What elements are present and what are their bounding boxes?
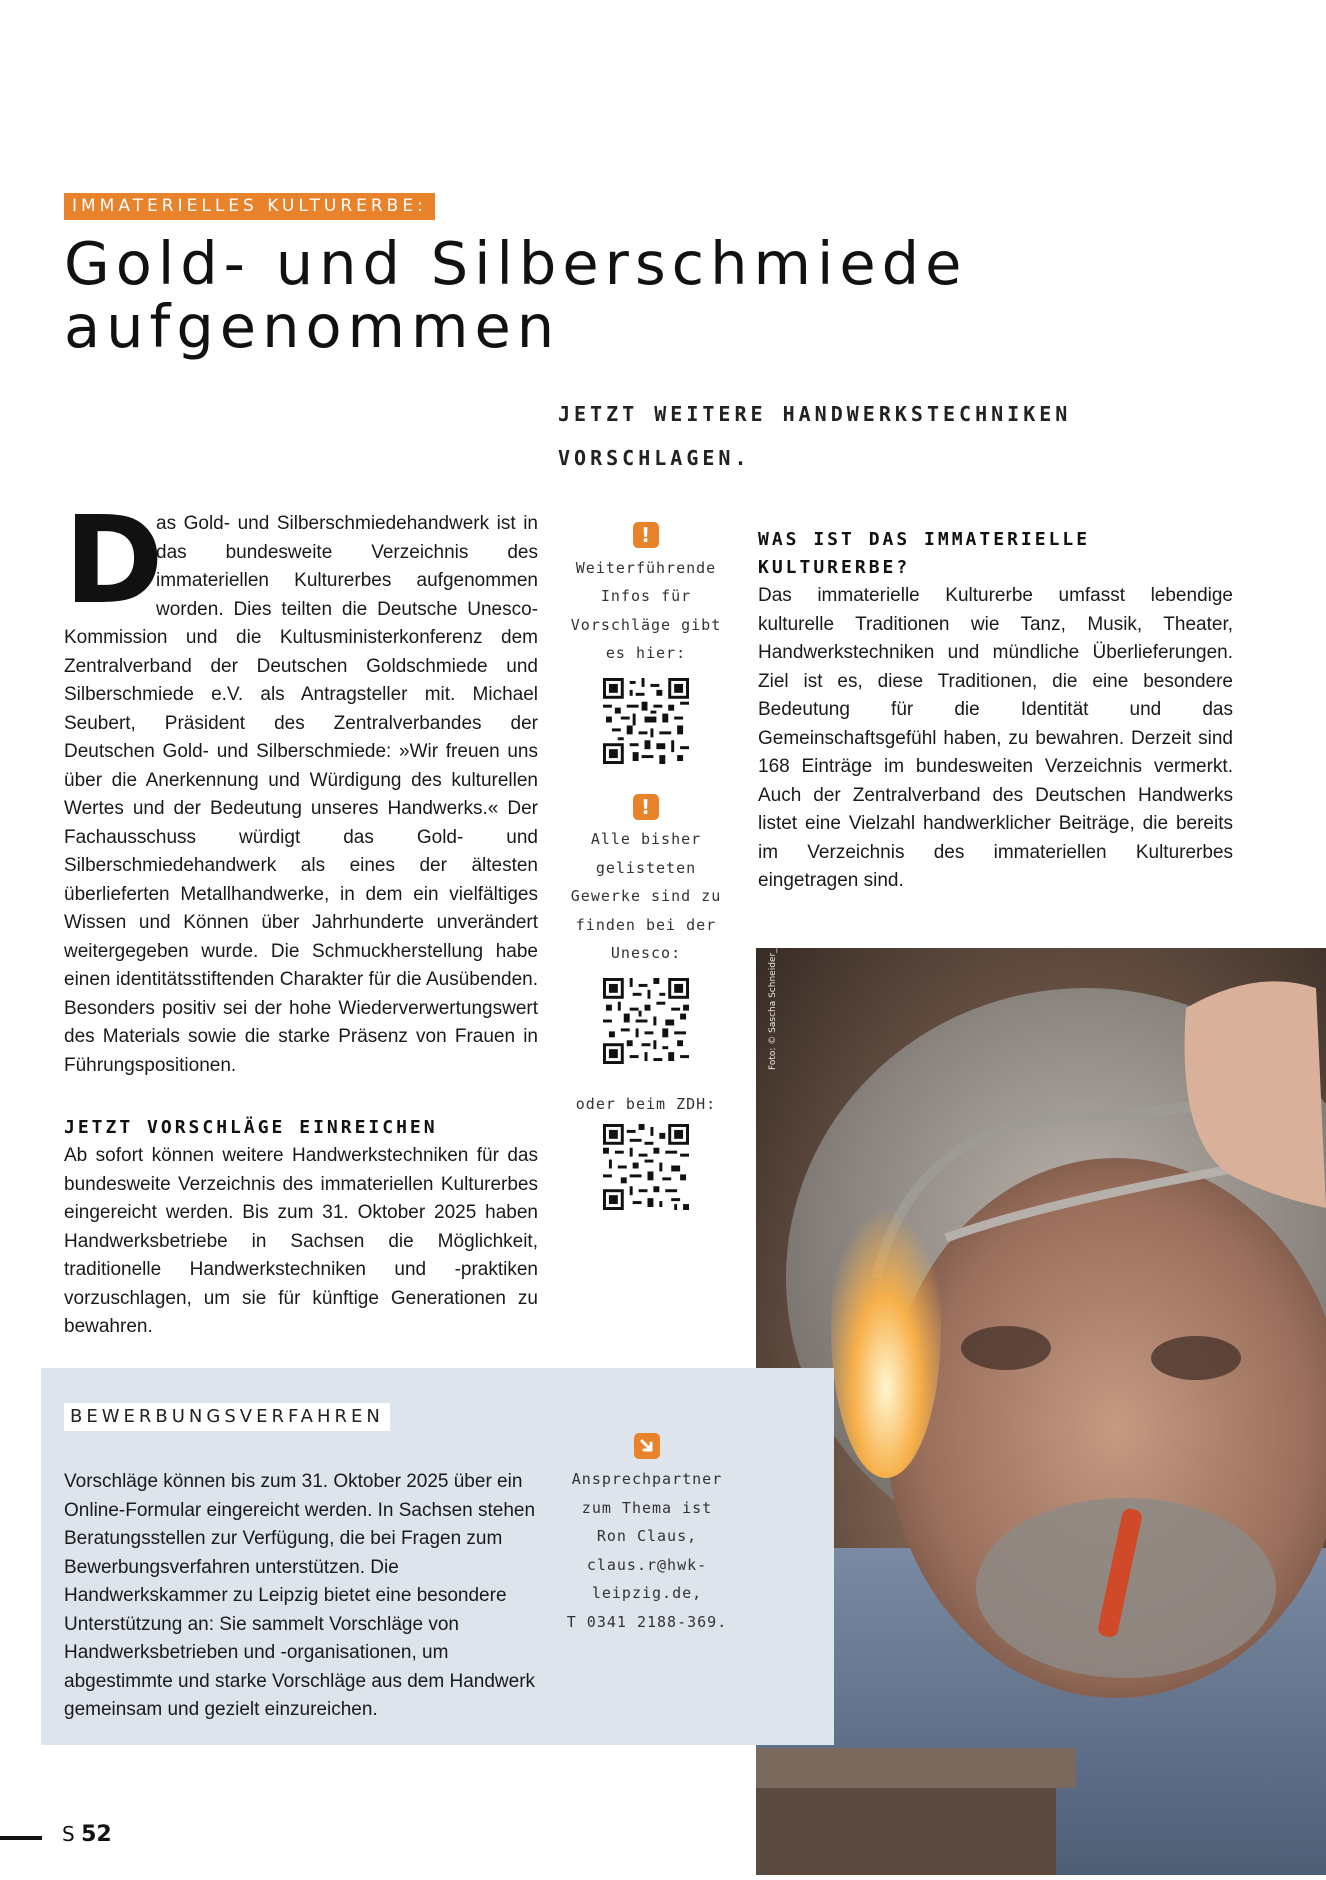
- sidebar-note-2: Alle bisher gelisteten Gewerke sind zu finden bei der Unesco:: [570, 830, 722, 962]
- qr-code-info-icon[interactable]: [603, 678, 689, 764]
- goldsmith-photo: [756, 948, 1326, 1875]
- page-prefix: S: [62, 1822, 75, 1846]
- contact-line: zum Thema ist: [581, 1498, 713, 1517]
- page-number-value: 52: [81, 1822, 112, 1847]
- page-title: [64, 229, 1064, 361]
- subheadline: [558, 392, 1078, 480]
- exclamation-icon: !: [633, 522, 659, 548]
- contact-info: [556, 1433, 738, 1636]
- exclamation-icon: !: [633, 794, 659, 820]
- intro-paragraph: [64, 492, 538, 1080]
- page-number-rule: [0, 1836, 42, 1840]
- subheadline-line-2: VORSCHLAGEN.: [558, 446, 751, 470]
- page-number: [62, 1822, 112, 1847]
- submit-paragraph: Ab sofort können weitere Handwerkstechniken für das bundesweite Verzeichnis des immateriellen Kulturerbes eingereicht werden. Bis zum 31. Oktober 2025 haben Handwerksbetriebe in Sachsen die Möglichkeit, traditionelle Handwerkstechniken und -praktiken vorzuschlagen, um sie für künftige Generationen zu bewahren.: [64, 1145, 538, 1337]
- contact-name: Ron Claus,: [596, 1527, 698, 1545]
- arrow-down-right-icon: [634, 1433, 660, 1459]
- goldsmith-photo-image: [756, 948, 1326, 1875]
- drop-cap: D: [64, 492, 164, 631]
- sidebar-note-3: oder beim ZDH:: [575, 1094, 717, 1113]
- contact-line: Ansprechpartner: [571, 1470, 723, 1488]
- contact-phone[interactable]: T 0341 2188-369.: [566, 1612, 728, 1631]
- section-heading-kulturerbe: WAS IST DAS IMMATERIELLE KULTURERBE?: [758, 529, 1091, 578]
- sidebar-info: [560, 522, 732, 1210]
- photo-credit: Foto: © Sascha Schneider_zeit: [768, 932, 778, 1070]
- page-title-line-2: aufgenommen: [64, 292, 561, 361]
- section-heading-submit: JETZT VORSCHLÄGE EINREICHEN: [64, 1117, 438, 1138]
- contact-email[interactable]: claus.r@hwk- leipzig.de,: [586, 1555, 708, 1602]
- box-paragraph: Vorschläge können bis zum 31. Oktober 2025 über ein Online-Formular eingereicht werden. In Sachsen stehen Beratungsstellen zur Verfügung, die bei Fragen zum Bewerbungsverfahren unterstützen. Die Handwerkskammer zu Leipzig bietet eine besondere Unterstützung an: Sie sammelt Vorschläge von Handwerksbetrieben und -organisationen, um abgestimmte und starke Vorschläge aus dem Handwerk gemeinsam und gezielt einzureichen.: [64, 1471, 536, 1720]
- page-title-line-1: Gold- und Silberschmiede: [64, 229, 968, 298]
- article-column-1: [64, 492, 538, 1342]
- qr-code-zdh-icon[interactable]: [603, 1124, 689, 1210]
- article-column-3: [758, 526, 1233, 896]
- intro-text: as Gold- und Silberschmiedehandwerk ist in das bundesweite Verzeichnis des immateriellen Kulturerbes aufgenommen worden. Dies teilten die Deutsche Unesco-Kommission und die Kultusministerkonferenz dem Zentralverband der Deutschen Goldschmiede und Silberschmiede e.V. als Antragsteller mit. Michael Seubert, Präsident des Zentralverbandes der Deutschen Gold- und Silberschmiede: »Wir freuen uns über die Anerkennung und Würdigung des kulturellen Wertes und der Bedeutung unseres Handwerks.« Der Fachausschuss würdigt das Gold- und Silberschmiedehandwerk als eines der ältesten überlieferten Metallhandwerke, in dem ein vielfältiges Wissen und Können über Jahrhunderte unverändert weitergegeben wurde. Die Schmuckherstellung habe einen identitätsstiftenden Charakter für die Ausübenden. Besonders positiv sei der hohe Wiederverwertungswert des Materials sowie die starke Präsenz von Frauen in Führungspositionen.: [64, 513, 538, 1076]
- kicker-label: IMMATERIELLES KULTURERBE:: [64, 193, 435, 220]
- kulturerbe-paragraph: Das immaterielle Kulturerbe umfasst lebendige kulturelle Traditionen wie Tanz, Musik, Theater, Handwerkstechniken und mündliche Überlieferungen. Ziel ist es, diese Traditionen, die eine besondere Bedeutung für die Identität und das Gemeinschaftsgefühl haben, zu bewahren. Derzeit sind 168 Einträge im bundesweiten Verzeichnis vermerkt. Auch der Zentralverband des Deutschen Handwerks listet eine Vielzahl handwerklicher Beiträge, die bereits im Verzeichnis des immateriellen Kulturerbes eingetragen sind.: [758, 585, 1233, 891]
- box-label: BEWERBUNGSVERFAHREN: [64, 1403, 390, 1431]
- qr-code-unesco-icon[interactable]: [603, 978, 689, 1064]
- sidebar-note-1: Weiterführende Infos für Vorschläge gibt es hier:: [570, 558, 722, 662]
- subheadline-line-1: JETZT WEITERE HANDWERKSTECHNIKEN: [558, 402, 1072, 426]
